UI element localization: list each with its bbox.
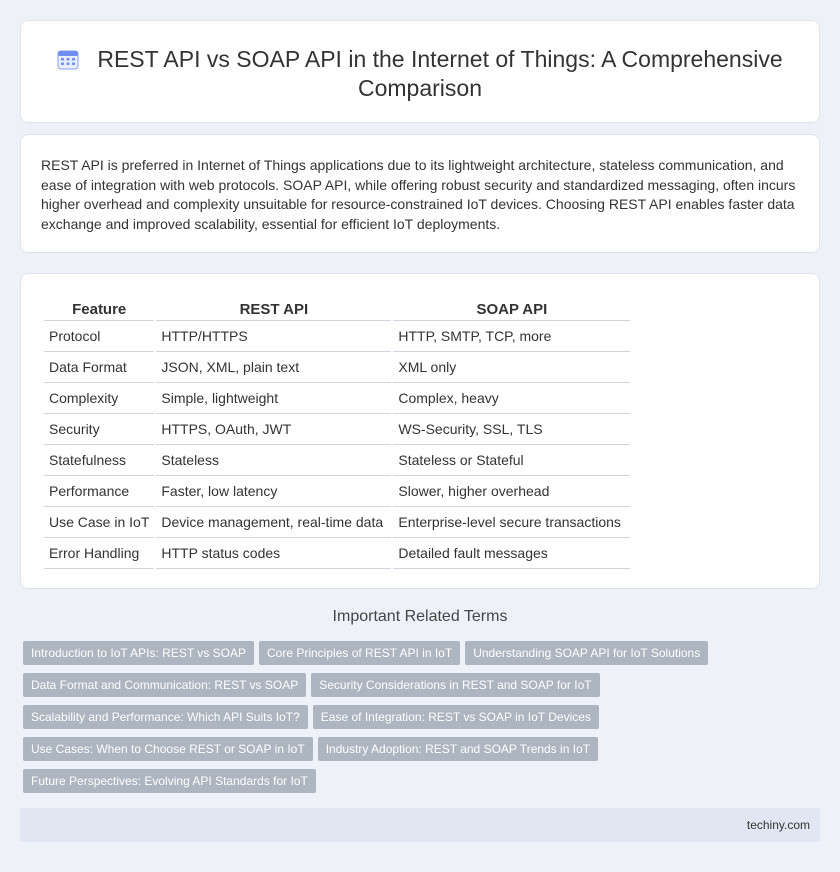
tag-row — [23, 769, 803, 801]
comparison-table — [42, 293, 632, 569]
related-term-tag[interactable]: Industry Adoption: REST and SOAP Trends in IoT — [318, 737, 598, 761]
header-card — [20, 20, 820, 123]
cell-rest: Faster, low latency — [156, 476, 391, 507]
cell-rest: Simple, lightweight — [156, 383, 391, 414]
comparison-table-card — [20, 273, 820, 589]
cell-rest: HTTPS, OAuth, JWT — [156, 414, 391, 445]
related-terms-list — [23, 641, 803, 801]
cell-soap: Stateless or Stateful — [393, 445, 630, 476]
cell-soap: HTTP, SMTP, TCP, more — [393, 321, 630, 352]
table-row — [44, 476, 630, 507]
cell-feature: Error Handling — [44, 538, 154, 569]
table-row — [44, 383, 630, 414]
intro-paragraph: REST API is preferred in Internet of Things applications due to its lightweight architecture, stateless communication, and ease of integration with web protocols. SOAP API, while offering robust security and standardized messaging, often incurs higher overhead and complexity unsuitable for resource-constrained IoT devices. Choosing REST API enables faster data exchange and improved scalability, essential for efficient IoT deployments. — [41, 157, 796, 232]
table-row — [44, 445, 630, 476]
header-rest: REST API — [156, 293, 391, 321]
cell-feature: Use Case in IoT — [44, 507, 154, 538]
related-term-tag[interactable]: Future Perspectives: Evolving API Standards for IoT — [23, 769, 316, 793]
related-term-tag[interactable]: Ease of Integration: REST vs SOAP in IoT Devices — [313, 705, 599, 729]
table-row — [44, 507, 630, 538]
cell-rest: JSON, XML, plain text — [156, 352, 391, 383]
cell-rest: HTTP status codes — [156, 538, 391, 569]
cell-feature: Data Format — [44, 352, 154, 383]
cell-soap: Detailed fault messages — [393, 538, 630, 569]
table-row — [44, 352, 630, 383]
calendar-grid-icon — [57, 48, 79, 70]
cell-soap: Slower, higher overhead — [393, 476, 630, 507]
cell-feature: Performance — [44, 476, 154, 507]
header-feature: Feature — [44, 293, 154, 321]
related-term-tag[interactable]: Data Format and Communication: REST vs SOAP — [23, 673, 306, 697]
cell-soap: WS-Security, SSL, TLS — [393, 414, 630, 445]
intro-card — [20, 134, 820, 253]
page-title-wrap — [41, 45, 799, 103]
cell-soap: XML only — [393, 352, 630, 383]
table-row — [44, 321, 630, 352]
table-row — [44, 538, 630, 569]
tag-row — [23, 737, 803, 769]
tag-row — [23, 705, 803, 737]
cell-feature: Security — [44, 414, 154, 445]
table-row — [44, 414, 630, 445]
cell-soap: Complex, heavy — [393, 383, 630, 414]
footer — [20, 808, 820, 842]
related-term-tag[interactable]: Security Considerations in REST and SOAP for IoT — [311, 673, 599, 697]
tag-row — [23, 673, 803, 705]
related-term-tag[interactable]: Scalability and Performance: Which API Suits IoT? — [23, 705, 308, 729]
cell-feature: Protocol — [44, 321, 154, 352]
tag-row — [23, 641, 803, 673]
cell-feature: Statefulness — [44, 445, 154, 476]
table-header-row — [44, 293, 630, 321]
related-term-tag[interactable]: Introduction to IoT APIs: REST vs SOAP — [23, 641, 254, 665]
page-title: REST API vs SOAP API in the Internet of Things: A Comprehensive Comparison — [97, 46, 783, 101]
related-term-tag[interactable]: Understanding SOAP API for IoT Solutions — [465, 641, 708, 665]
cell-rest: HTTP/HTTPS — [156, 321, 391, 352]
footer-brand: techiny.com — [746, 818, 810, 832]
cell-feature: Complexity — [44, 383, 154, 414]
header-soap: SOAP API — [393, 293, 630, 321]
cell-rest: Device management, real-time data — [156, 507, 391, 538]
cell-soap: Enterprise-level secure transactions — [393, 507, 630, 538]
cell-rest: Stateless — [156, 445, 391, 476]
related-term-tag[interactable]: Use Cases: When to Choose REST or SOAP in IoT — [23, 737, 313, 761]
related-terms-title: Important Related Terms — [332, 608, 508, 625]
related-term-tag[interactable]: Core Principles of REST API in IoT — [259, 641, 460, 665]
